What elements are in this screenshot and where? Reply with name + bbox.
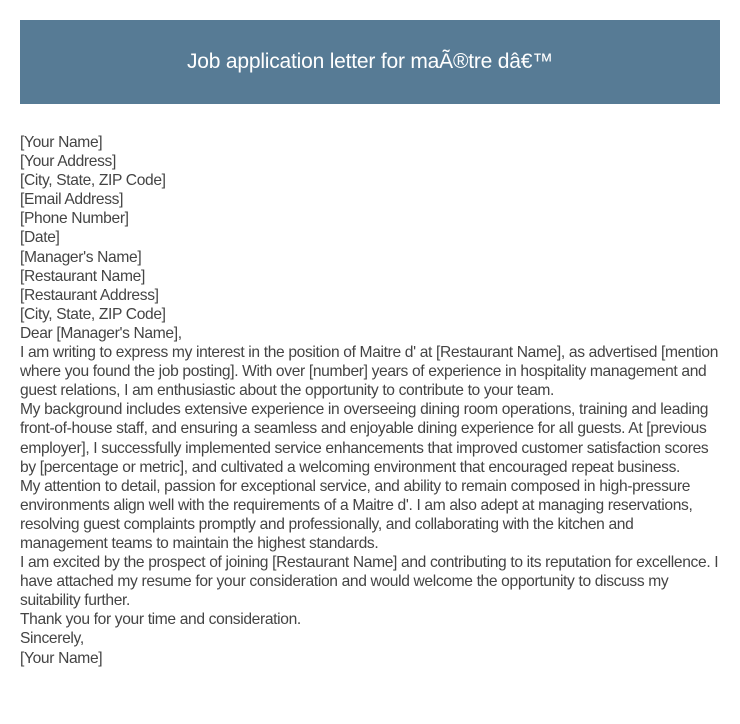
sender-phone: [Phone Number] bbox=[20, 210, 129, 228]
salutation: Dear [Manager's Name], bbox=[20, 324, 182, 342]
signature: [Your Name] bbox=[20, 649, 103, 667]
sender-name: [Your Name] bbox=[20, 134, 103, 151]
recipient-city-state-zip: [City, State, ZIP Code] bbox=[20, 305, 166, 323]
paragraph-intro: I am writing to express my interest in the position of Maitre d' at [Restaurant Name], as advertised [mention where you found the job posting]. With over [number] years of experience in hospitality management and guest relations, I am enthusiastic about the opportunity to contribute to your team. bbox=[20, 344, 719, 400]
recipient-manager-name: [Manager's Name] bbox=[20, 248, 142, 266]
letter-date: [Date] bbox=[20, 229, 60, 247]
recipient-restaurant-address: [Restaurant Address] bbox=[20, 286, 159, 304]
paragraph-background: My background includes extensive experience in overseeing dining room operations, training and leading front-of-house staff, and ensuring a seamless and enjoyable dining experience for all guests. At [previous employer], I successfully implemented service enhancements that improved customer satisfaction scores by [percentage or metric], and cultivated a welcoming environment that encouraged repeat business. bbox=[20, 401, 709, 476]
sender-address: [Your Address] bbox=[20, 153, 116, 171]
title-banner bbox=[20, 20, 720, 104]
sender-city-state-zip: [City, State, ZIP Code] bbox=[20, 172, 166, 190]
thanks-line: Thank you for your time and consideration. bbox=[20, 611, 301, 629]
closing-line: Sincerely, bbox=[20, 630, 84, 648]
page-title: Job application letter for maÃ®tre dâ€™ bbox=[186, 50, 554, 73]
letter-body bbox=[20, 133, 722, 668]
paragraph-closing: I am excited by the prospect of joining [Restaurant Name] and contributing to its reputation for excellence. I have attached my resume for your consideration and would welcome the opportunity to discuss my suitability further. bbox=[20, 554, 719, 610]
sender-email: [Email Address] bbox=[20, 191, 124, 209]
paragraph-skills: My attention to detail, passion for exceptional service, and ability to remain composed in high-pressure environments align well with the requirements of a Maitre d'. I am also adept at managing reservations, resolving guest complaints promptly and professionally, and collaborating with the kitchen and management teams to maintain the highest standards. bbox=[20, 477, 693, 552]
recipient-restaurant-name: [Restaurant Name] bbox=[20, 267, 145, 285]
